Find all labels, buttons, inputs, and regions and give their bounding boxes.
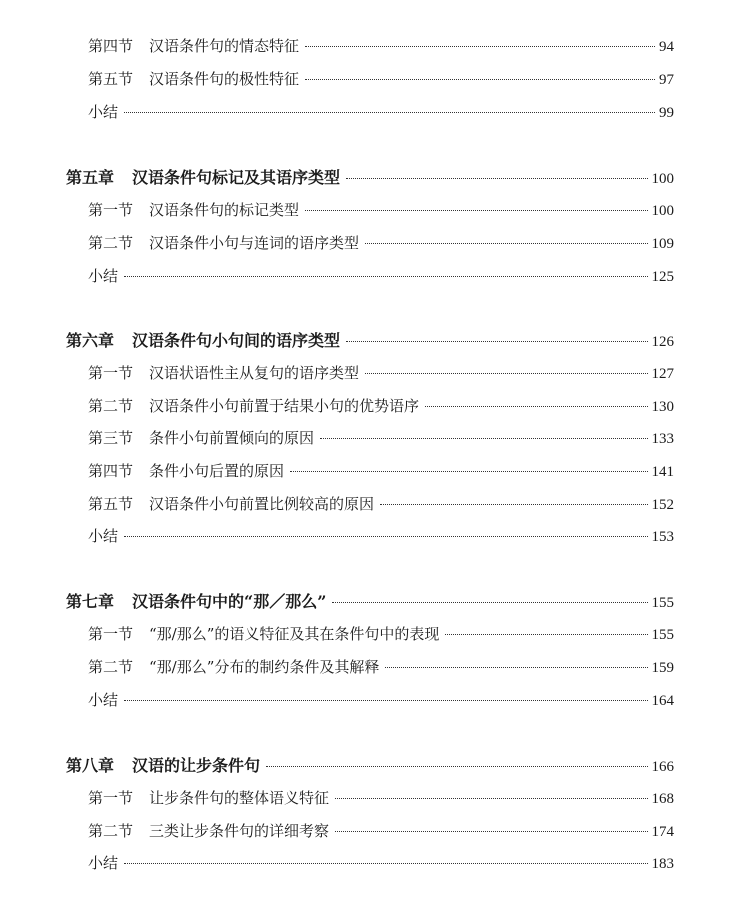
section-number: 第一节 bbox=[88, 364, 134, 382]
section-title: 小结 bbox=[88, 103, 119, 121]
page-number: 126 bbox=[651, 334, 674, 350]
dot-leader bbox=[365, 373, 647, 374]
section-title: 汉语条件小句前置比例较高的原因 bbox=[149, 495, 375, 513]
section-title: 小结 bbox=[88, 267, 119, 285]
section-number: 第二节 bbox=[88, 234, 134, 252]
page-number: 100 bbox=[651, 171, 674, 187]
page-number: 100 bbox=[651, 203, 674, 219]
toc-summary-entry[interactable] bbox=[88, 265, 674, 287]
page-number: 127 bbox=[651, 366, 674, 382]
dot-leader bbox=[332, 602, 647, 603]
section-number: 第二节 bbox=[88, 658, 134, 676]
page-number: 97 bbox=[659, 72, 674, 88]
section-title: 条件小句后置的原因 bbox=[149, 462, 285, 480]
section-title: 让步条件句的整体语义特征 bbox=[149, 789, 330, 807]
toc-chapter-entry[interactable] bbox=[66, 591, 674, 613]
dot-leader bbox=[124, 863, 647, 864]
dot-leader bbox=[124, 536, 647, 537]
chapter-number: 第七章 bbox=[66, 592, 115, 611]
chapter-title: 汉语的让步条件句 bbox=[132, 756, 261, 775]
toc-section-entry[interactable] bbox=[88, 232, 674, 254]
chapter-title: 汉语条件句小句间的语序类型 bbox=[132, 331, 341, 350]
page-number: 183 bbox=[651, 856, 674, 872]
dot-leader bbox=[335, 831, 647, 832]
section-number: 第一节 bbox=[88, 789, 134, 807]
toc-section-entry[interactable] bbox=[88, 68, 674, 90]
chapter-number: 第六章 bbox=[66, 331, 115, 350]
page-number: 109 bbox=[651, 236, 674, 252]
section-number: 第二节 bbox=[88, 822, 134, 840]
toc-section-entry[interactable] bbox=[88, 493, 674, 515]
toc-summary-entry[interactable] bbox=[88, 689, 674, 711]
dot-leader bbox=[380, 504, 647, 505]
toc-section-entry[interactable] bbox=[88, 395, 674, 417]
section-title: 条件小句前置倾向的原因 bbox=[149, 429, 315, 447]
dot-leader bbox=[305, 210, 647, 211]
toc-section-entry[interactable] bbox=[88, 35, 674, 57]
toc-chapter-entry[interactable] bbox=[66, 330, 674, 352]
toc-section-entry[interactable] bbox=[88, 199, 674, 221]
toc-section-entry[interactable] bbox=[88, 623, 674, 645]
toc-summary-entry[interactable] bbox=[88, 852, 674, 874]
section-title: 小结 bbox=[88, 854, 119, 872]
toc-section-entry[interactable] bbox=[88, 820, 674, 842]
dot-leader bbox=[385, 667, 647, 668]
section-title: 三类让步条件句的详细考察 bbox=[149, 822, 330, 840]
dot-leader bbox=[425, 406, 647, 407]
page-number: 166 bbox=[651, 759, 674, 775]
section-number: 第一节 bbox=[88, 201, 134, 219]
toc-chapter-entry[interactable] bbox=[66, 167, 674, 189]
section-number: 第一节 bbox=[88, 625, 134, 643]
page-number: 155 bbox=[651, 627, 674, 643]
section-number: 第四节 bbox=[88, 37, 134, 55]
page-number: 153 bbox=[651, 529, 674, 545]
section-title: 小结 bbox=[88, 691, 119, 709]
page-number: 94 bbox=[659, 39, 674, 55]
page-number: 159 bbox=[651, 660, 674, 676]
section-title: 汉语条件句的极性特征 bbox=[149, 70, 300, 88]
dot-leader bbox=[305, 46, 655, 47]
page-number: 164 bbox=[651, 693, 674, 709]
page-number: 133 bbox=[651, 431, 674, 447]
toc-summary-entry[interactable] bbox=[88, 525, 674, 547]
dot-leader bbox=[124, 112, 655, 113]
section-title: 汉语状语性主从复句的语序类型 bbox=[149, 364, 360, 382]
page-number: 125 bbox=[651, 269, 674, 285]
dot-leader bbox=[335, 798, 647, 799]
section-number: 第五节 bbox=[88, 495, 134, 513]
chapter-title: 汉语条件句标记及其语序类型 bbox=[132, 168, 341, 187]
page-number: 155 bbox=[651, 595, 674, 611]
section-title: 汉语条件小句前置于结果小句的优势语序 bbox=[149, 397, 420, 415]
dot-leader bbox=[445, 634, 647, 635]
toc-section-entry[interactable] bbox=[88, 787, 674, 809]
toc-section-entry[interactable] bbox=[88, 362, 674, 384]
toc-section-entry[interactable] bbox=[88, 656, 674, 678]
page-number: 174 bbox=[651, 824, 674, 840]
dot-leader bbox=[266, 766, 647, 767]
dot-leader bbox=[365, 243, 647, 244]
page-number: 141 bbox=[651, 464, 674, 480]
chapter-number: 第五章 bbox=[66, 168, 115, 187]
dot-leader bbox=[124, 700, 647, 701]
toc-section-entry[interactable] bbox=[88, 460, 674, 482]
section-title: 汉语条件句的标记类型 bbox=[149, 201, 300, 219]
dot-leader bbox=[290, 471, 647, 472]
section-title: 汉语条件句的情态特征 bbox=[149, 37, 300, 55]
section-number: 第四节 bbox=[88, 462, 134, 480]
section-title: 汉语条件小句与连词的语序类型 bbox=[149, 234, 360, 252]
toc-section-entry[interactable] bbox=[88, 427, 674, 449]
toc-summary-entry[interactable] bbox=[88, 101, 674, 123]
section-number: 第二节 bbox=[88, 397, 134, 415]
page-number: 130 bbox=[651, 399, 674, 415]
toc-chapter-entry[interactable] bbox=[66, 755, 674, 777]
section-title: “那/那么”的语义特征及其在条件句中的表现 bbox=[149, 625, 440, 643]
page-number: 99 bbox=[659, 105, 674, 121]
dot-leader bbox=[320, 438, 647, 439]
section-number: 第五节 bbox=[88, 70, 134, 88]
page-number: 152 bbox=[651, 497, 674, 513]
page-number: 168 bbox=[651, 791, 674, 807]
dot-leader bbox=[305, 79, 655, 80]
chapter-title: 汉语条件句中的“那／那么” bbox=[132, 592, 327, 611]
section-title: “那/那么”分布的制约条件及其解释 bbox=[149, 658, 380, 676]
section-number: 第三节 bbox=[88, 429, 134, 447]
dot-leader bbox=[346, 341, 647, 342]
section-title: 小结 bbox=[88, 527, 119, 545]
dot-leader bbox=[346, 178, 647, 179]
chapter-number: 第八章 bbox=[66, 756, 115, 775]
dot-leader bbox=[124, 276, 647, 277]
